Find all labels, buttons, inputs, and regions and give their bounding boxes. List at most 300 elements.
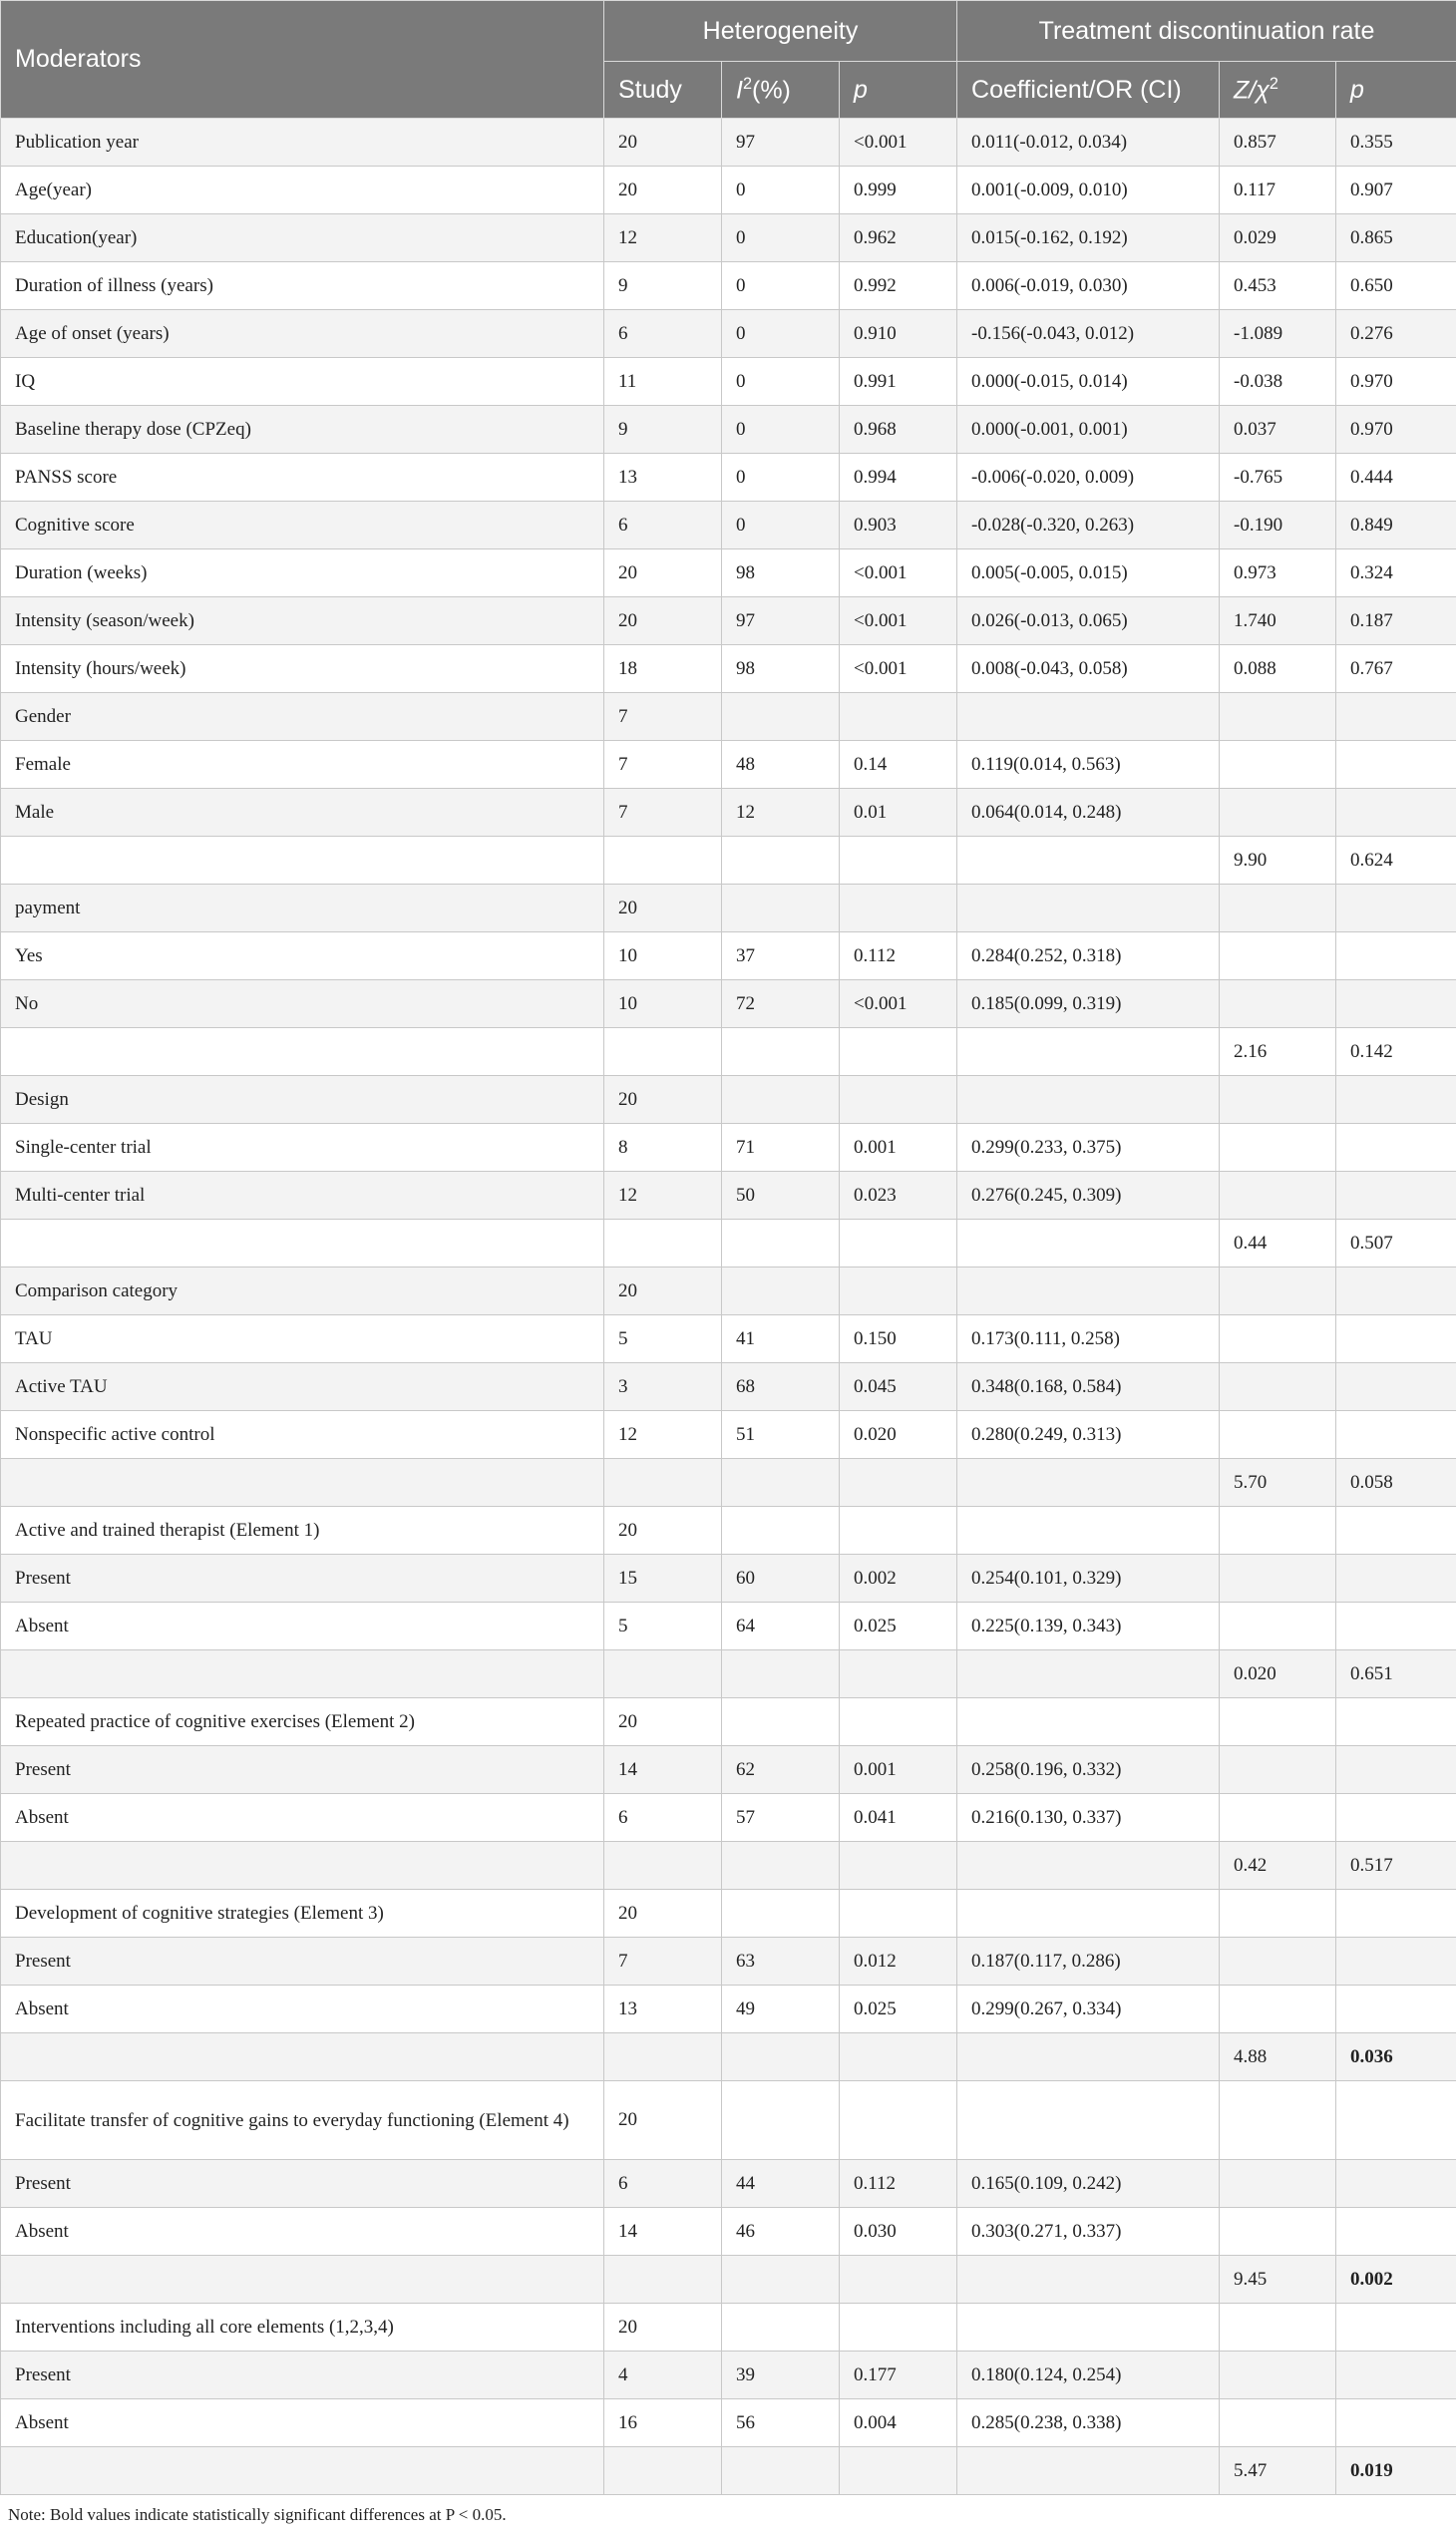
- cell-p-treatment: 0.324: [1336, 549, 1456, 597]
- header-moderators: Moderators: [1, 1, 604, 119]
- cell-moderator: Absent: [1, 2399, 604, 2447]
- cell-coefficient: [957, 2033, 1220, 2081]
- cell-z-chi2: [1220, 1938, 1336, 1986]
- table-row: [1, 2160, 1456, 2208]
- cell-study: 13: [604, 454, 722, 502]
- cell-z-chi2: 0.037: [1220, 406, 1336, 454]
- table-row: [1, 1268, 1456, 1315]
- cell-coefficient: 0.254(0.101, 0.329): [957, 1555, 1220, 1603]
- cell-p-treatment: 0.970: [1336, 358, 1456, 406]
- cell-moderator: Duration of illness (years): [1, 262, 604, 310]
- cell-p-treatment: [1336, 1986, 1456, 2033]
- cell-moderator: TAU: [1, 1315, 604, 1363]
- cell-p-heterogeneity: 0.999: [840, 167, 957, 214]
- cell-coefficient: 0.348(0.168, 0.584): [957, 1363, 1220, 1411]
- cell-study: 20: [604, 885, 722, 932]
- cell-coefficient: [957, 1507, 1220, 1555]
- cell-study: [604, 1459, 722, 1507]
- cell-moderator: [1, 2033, 604, 2081]
- cell-p-heterogeneity: <0.001: [840, 980, 957, 1028]
- cell-p-treatment: [1336, 2081, 1456, 2160]
- cell-i2: [722, 693, 840, 741]
- cell-p-heterogeneity: 0.012: [840, 1938, 957, 1986]
- cell-p-heterogeneity: [840, 837, 957, 885]
- cell-z-chi2: [1220, 885, 1336, 932]
- table-footnote: Note: Bold values indicate statistically significant differences at P < 0.05.: [8, 2505, 507, 2524]
- cell-coefficient: [957, 1028, 1220, 1076]
- cell-moderator: Age(year): [1, 167, 604, 214]
- cell-p-heterogeneity: 0.001: [840, 1746, 957, 1794]
- cell-moderator: Education(year): [1, 214, 604, 262]
- cell-coefficient: 0.185(0.099, 0.319): [957, 980, 1220, 1028]
- table-row: [1, 1794, 1456, 1842]
- cell-moderator: [1, 1650, 604, 1698]
- cell-i2: [722, 885, 840, 932]
- cell-p-treatment: 0.187: [1336, 597, 1456, 645]
- cell-study: 9: [604, 262, 722, 310]
- cell-moderator: [1, 1220, 604, 1268]
- cell-p-treatment: [1336, 885, 1456, 932]
- table-row: [1, 454, 1456, 502]
- cell-i2: 48: [722, 741, 840, 789]
- cell-i2: 68: [722, 1363, 840, 1411]
- cell-p-treatment: [1336, 1076, 1456, 1124]
- cell-p-heterogeneity: 0.910: [840, 310, 957, 358]
- cell-z-chi2: [1220, 1698, 1336, 1746]
- cell-coefficient: -0.156(-0.043, 0.012): [957, 310, 1220, 358]
- cell-study: 20: [604, 1268, 722, 1315]
- cell-z-chi2: [1220, 1268, 1336, 1315]
- cell-coefficient: [957, 2447, 1220, 2495]
- cell-study: 6: [604, 310, 722, 358]
- cell-i2: 98: [722, 645, 840, 693]
- cell-moderator: Nonspecific active control: [1, 1411, 604, 1459]
- cell-coefficient: [957, 1459, 1220, 1507]
- cell-p-heterogeneity: 0.002: [840, 1555, 957, 1603]
- table-row: [1, 597, 1456, 645]
- table-row: [1, 214, 1456, 262]
- cell-i2: [722, 1507, 840, 1555]
- cell-i2: 0: [722, 502, 840, 549]
- cell-i2: [722, 2256, 840, 2304]
- cell-moderator: Age of onset (years): [1, 310, 604, 358]
- table-row: [1, 2033, 1456, 2081]
- cell-p-treatment: 0.355: [1336, 119, 1456, 167]
- table-row: [1, 310, 1456, 358]
- cell-moderator: Present: [1, 1746, 604, 1794]
- table-row: [1, 1315, 1456, 1363]
- cell-p-heterogeneity: 0.030: [840, 2208, 957, 2256]
- cell-z-chi2: [1220, 1315, 1336, 1363]
- cell-p-treatment: [1336, 2304, 1456, 2352]
- cell-study: 8: [604, 1124, 722, 1172]
- cell-coefficient: 0.258(0.196, 0.332): [957, 1746, 1220, 1794]
- cell-moderator: [1, 2447, 604, 2495]
- cell-i2: 0: [722, 310, 840, 358]
- cell-p-heterogeneity: [840, 2033, 957, 2081]
- cell-i2: [722, 1842, 840, 1890]
- cell-coefficient: [957, 1076, 1220, 1124]
- cell-p-heterogeneity: <0.001: [840, 119, 957, 167]
- table-row: [1, 693, 1456, 741]
- cell-coefficient: 0.285(0.238, 0.338): [957, 2399, 1220, 2447]
- cell-z-chi2: -0.038: [1220, 358, 1336, 406]
- cell-coefficient: [957, 1650, 1220, 1698]
- cell-p-treatment: [1336, 1890, 1456, 1938]
- table-row: [1, 2208, 1456, 2256]
- cell-i2: 44: [722, 2160, 840, 2208]
- cell-z-chi2: [1220, 1986, 1336, 2033]
- cell-z-chi2: [1220, 1076, 1336, 1124]
- cell-p-heterogeneity: 0.962: [840, 214, 957, 262]
- cell-i2: 41: [722, 1315, 840, 1363]
- cell-i2: 0: [722, 358, 840, 406]
- table-row: [1, 1076, 1456, 1124]
- cell-moderator: Repeated practice of cognitive exercises (Element 2): [1, 1698, 604, 1746]
- cell-study: 14: [604, 2208, 722, 2256]
- cell-study: 4: [604, 2352, 722, 2399]
- cell-z-chi2: [1220, 1124, 1336, 1172]
- cell-p-heterogeneity: <0.001: [840, 597, 957, 645]
- cell-study: 6: [604, 2160, 722, 2208]
- table-row: [1, 502, 1456, 549]
- cell-moderator: Cognitive score: [1, 502, 604, 549]
- cell-moderator: No: [1, 980, 604, 1028]
- cell-coefficient: 0.000(-0.001, 0.001): [957, 406, 1220, 454]
- cell-study: 7: [604, 789, 722, 837]
- cell-study: 20: [604, 1890, 722, 1938]
- table-row: [1, 741, 1456, 789]
- cell-p-treatment: 0.002: [1336, 2256, 1456, 2304]
- cell-coefficient: 0.119(0.014, 0.563): [957, 741, 1220, 789]
- cell-z-chi2: [1220, 1363, 1336, 1411]
- cell-study: 6: [604, 502, 722, 549]
- cell-p-treatment: 0.058: [1336, 1459, 1456, 1507]
- cell-i2: 62: [722, 1746, 840, 1794]
- cell-moderator: Absent: [1, 1603, 604, 1650]
- cell-p-treatment: 0.650: [1336, 262, 1456, 310]
- cell-p-heterogeneity: [840, 1890, 957, 1938]
- cell-z-chi2: 5.70: [1220, 1459, 1336, 1507]
- cell-coefficient: 0.001(-0.009, 0.010): [957, 167, 1220, 214]
- header-z-chi2-superscript: 2: [1269, 74, 1278, 93]
- cell-p-treatment: 0.036: [1336, 2033, 1456, 2081]
- cell-p-heterogeneity: 0.025: [840, 1986, 957, 2033]
- table-row: [1, 1172, 1456, 1220]
- cell-i2: 71: [722, 1124, 840, 1172]
- cell-p-treatment: [1336, 980, 1456, 1028]
- cell-z-chi2: [1220, 2081, 1336, 2160]
- table-row: [1, 406, 1456, 454]
- cell-p-treatment: [1336, 789, 1456, 837]
- cell-i2: 0: [722, 167, 840, 214]
- cell-moderator: Absent: [1, 2208, 604, 2256]
- cell-coefficient: 0.173(0.111, 0.258): [957, 1315, 1220, 1363]
- table-row: [1, 1842, 1456, 1890]
- cell-p-treatment: [1336, 693, 1456, 741]
- cell-p-heterogeneity: 0.004: [840, 2399, 957, 2447]
- cell-coefficient: [957, 885, 1220, 932]
- cell-i2: 12: [722, 789, 840, 837]
- cell-p-treatment: [1336, 1363, 1456, 1411]
- cell-study: [604, 1650, 722, 1698]
- cell-study: 11: [604, 358, 722, 406]
- header-p-treatment-symbol: p: [1350, 75, 1364, 104]
- cell-study: 6: [604, 1794, 722, 1842]
- cell-z-chi2: 0.42: [1220, 1842, 1336, 1890]
- table-body: [1, 119, 1456, 2495]
- table-row: [1, 1938, 1456, 1986]
- cell-p-heterogeneity: 0.112: [840, 2160, 957, 2208]
- header-row-groups: [1, 1, 1456, 62]
- header-heterogeneity: Heterogeneity: [604, 1, 957, 62]
- cell-moderator: Female: [1, 741, 604, 789]
- cell-p-treatment: [1336, 1938, 1456, 1986]
- cell-p-treatment: [1336, 932, 1456, 980]
- cell-z-chi2: [1220, 2304, 1336, 2352]
- table-row: [1, 1411, 1456, 1459]
- header-p-heterogeneity: [840, 62, 957, 119]
- cell-study: 15: [604, 1555, 722, 1603]
- cell-z-chi2: [1220, 2399, 1336, 2447]
- cell-i2: 39: [722, 2352, 840, 2399]
- cell-i2: [722, 1650, 840, 1698]
- cell-coefficient: [957, 2304, 1220, 2352]
- cell-i2: [722, 1268, 840, 1315]
- cell-study: [604, 837, 722, 885]
- cell-moderator: [1, 1459, 604, 1507]
- cell-z-chi2: -0.765: [1220, 454, 1336, 502]
- cell-z-chi2: [1220, 1746, 1336, 1794]
- cell-p-heterogeneity: 0.968: [840, 406, 957, 454]
- table-row: [1, 645, 1456, 693]
- table-row: [1, 932, 1456, 980]
- cell-moderator: Multi-center trial: [1, 1172, 604, 1220]
- cell-p-treatment: [1336, 1411, 1456, 1459]
- cell-study: 20: [604, 1076, 722, 1124]
- cell-p-heterogeneity: 0.001: [840, 1124, 957, 1172]
- table-row: [1, 1124, 1456, 1172]
- cell-p-treatment: 0.865: [1336, 214, 1456, 262]
- cell-coefficient: [957, 1268, 1220, 1315]
- cell-i2: 37: [722, 932, 840, 980]
- header-p-heterogeneity-symbol: p: [854, 75, 868, 104]
- cell-p-treatment: 0.444: [1336, 454, 1456, 502]
- cell-i2: [722, 2081, 840, 2160]
- cell-coefficient: [957, 2081, 1220, 2160]
- cell-study: [604, 1028, 722, 1076]
- cell-p-treatment: [1336, 1555, 1456, 1603]
- table-row: [1, 1220, 1456, 1268]
- header-i2-symbol: I: [736, 76, 743, 105]
- cell-i2: [722, 1459, 840, 1507]
- cell-study: 12: [604, 214, 722, 262]
- cell-coefficient: 0.015(-0.162, 0.192): [957, 214, 1220, 262]
- cell-i2: 60: [722, 1555, 840, 1603]
- table-row: [1, 1028, 1456, 1076]
- cell-z-chi2: 0.44: [1220, 1220, 1336, 1268]
- cell-i2: 97: [722, 597, 840, 645]
- cell-z-chi2: 0.020: [1220, 1650, 1336, 1698]
- cell-p-treatment: [1336, 1603, 1456, 1650]
- cell-z-chi2: 1.740: [1220, 597, 1336, 645]
- cell-p-treatment: [1336, 1507, 1456, 1555]
- cell-coefficient: [957, 1842, 1220, 1890]
- table-row: [1, 1507, 1456, 1555]
- cell-p-treatment: 0.276: [1336, 310, 1456, 358]
- cell-p-heterogeneity: 0.150: [840, 1315, 957, 1363]
- table-row: [1, 837, 1456, 885]
- table-row: [1, 2352, 1456, 2399]
- cell-p-treatment: 0.142: [1336, 1028, 1456, 1076]
- cell-moderator: PANSS score: [1, 454, 604, 502]
- cell-i2: [722, 2033, 840, 2081]
- cell-coefficient: 0.299(0.233, 0.375): [957, 1124, 1220, 1172]
- cell-coefficient: 0.180(0.124, 0.254): [957, 2352, 1220, 2399]
- table-row: [1, 167, 1456, 214]
- cell-coefficient: 0.284(0.252, 0.318): [957, 932, 1220, 980]
- cell-coefficient: [957, 1220, 1220, 1268]
- cell-study: 20: [604, 549, 722, 597]
- cell-study: 18: [604, 645, 722, 693]
- cell-i2: [722, 1028, 840, 1076]
- cell-study: 20: [604, 1507, 722, 1555]
- cell-p-heterogeneity: 0.023: [840, 1172, 957, 1220]
- cell-coefficient: [957, 1890, 1220, 1938]
- cell-moderator: Gender: [1, 693, 604, 741]
- table-row: [1, 789, 1456, 837]
- cell-coefficient: 0.165(0.109, 0.242): [957, 2160, 1220, 2208]
- cell-z-chi2: [1220, 1603, 1336, 1650]
- header-p-treatment: [1336, 62, 1456, 119]
- cell-z-chi2: [1220, 2352, 1336, 2399]
- cell-z-chi2: [1220, 789, 1336, 837]
- cell-study: 20: [604, 2304, 722, 2352]
- cell-p-treatment: 0.507: [1336, 1220, 1456, 1268]
- cell-p-heterogeneity: <0.001: [840, 645, 957, 693]
- cell-coefficient: 0.064(0.014, 0.248): [957, 789, 1220, 837]
- cell-study: 16: [604, 2399, 722, 2447]
- cell-z-chi2: [1220, 1507, 1336, 1555]
- cell-p-treatment: [1336, 1315, 1456, 1363]
- cell-coefficient: 0.011(-0.012, 0.034): [957, 119, 1220, 167]
- table-row: [1, 1890, 1456, 1938]
- cell-coefficient: 0.280(0.249, 0.313): [957, 1411, 1220, 1459]
- cell-p-treatment: 0.517: [1336, 1842, 1456, 1890]
- cell-z-chi2: [1220, 1172, 1336, 1220]
- cell-p-heterogeneity: 0.112: [840, 932, 957, 980]
- table-row: [1, 885, 1456, 932]
- cell-coefficient: [957, 693, 1220, 741]
- cell-z-chi2: [1220, 1890, 1336, 1938]
- table-header: [1, 1, 1456, 119]
- cell-p-treatment: 0.970: [1336, 406, 1456, 454]
- cell-coefficient: 0.026(-0.013, 0.065): [957, 597, 1220, 645]
- cell-p-heterogeneity: [840, 1076, 957, 1124]
- cell-moderator: Active TAU: [1, 1363, 604, 1411]
- table-row: [1, 1698, 1456, 1746]
- cell-coefficient: -0.006(-0.020, 0.009): [957, 454, 1220, 502]
- cell-z-chi2: 0.973: [1220, 549, 1336, 597]
- cell-study: 10: [604, 932, 722, 980]
- cell-moderator: Male: [1, 789, 604, 837]
- cell-p-heterogeneity: 0.041: [840, 1794, 957, 1842]
- cell-p-heterogeneity: 0.903: [840, 502, 957, 549]
- cell-z-chi2: 4.88: [1220, 2033, 1336, 2081]
- table-row: [1, 2081, 1456, 2160]
- cell-moderator: Present: [1, 2352, 604, 2399]
- table-row: [1, 1459, 1456, 1507]
- cell-p-treatment: 0.651: [1336, 1650, 1456, 1698]
- cell-p-treatment: [1336, 1268, 1456, 1315]
- cell-coefficient: 0.303(0.271, 0.337): [957, 2208, 1220, 2256]
- header-i2-superscript: 2: [742, 74, 752, 93]
- cell-p-treatment: 0.767: [1336, 645, 1456, 693]
- cell-p-heterogeneity: [840, 2447, 957, 2495]
- cell-moderator: Comparison category: [1, 1268, 604, 1315]
- cell-moderator: Design: [1, 1076, 604, 1124]
- cell-p-treatment: [1336, 1794, 1456, 1842]
- cell-study: [604, 2256, 722, 2304]
- cell-p-heterogeneity: [840, 693, 957, 741]
- cell-study: [604, 1842, 722, 1890]
- cell-i2: 72: [722, 980, 840, 1028]
- cell-study: 20: [604, 119, 722, 167]
- cell-coefficient: 0.006(-0.019, 0.030): [957, 262, 1220, 310]
- cell-z-chi2: [1220, 2208, 1336, 2256]
- cell-i2: [722, 2447, 840, 2495]
- cell-z-chi2: [1220, 741, 1336, 789]
- cell-moderator: Present: [1, 2160, 604, 2208]
- cell-moderator: Present: [1, 1555, 604, 1603]
- cell-z-chi2: 9.90: [1220, 837, 1336, 885]
- cell-i2: [722, 2304, 840, 2352]
- table-row: [1, 2256, 1456, 2304]
- cell-study: 5: [604, 1603, 722, 1650]
- cell-moderator: Yes: [1, 932, 604, 980]
- cell-z-chi2: -1.089: [1220, 310, 1336, 358]
- cell-i2: [722, 837, 840, 885]
- cell-i2: 56: [722, 2399, 840, 2447]
- cell-moderator: Development of cognitive strategies (Element 3): [1, 1890, 604, 1938]
- table-row: [1, 1363, 1456, 1411]
- table-row: [1, 1555, 1456, 1603]
- cell-z-chi2: [1220, 1794, 1336, 1842]
- cell-z-chi2: 0.029: [1220, 214, 1336, 262]
- cell-p-treatment: 0.624: [1336, 837, 1456, 885]
- cell-study: [604, 2033, 722, 2081]
- cell-moderator: payment: [1, 885, 604, 932]
- cell-p-heterogeneity: [840, 2256, 957, 2304]
- cell-moderator: [1, 1028, 604, 1076]
- cell-i2: 57: [722, 1794, 840, 1842]
- cell-i2: 46: [722, 2208, 840, 2256]
- cell-z-chi2: [1220, 1555, 1336, 1603]
- header-study: Study: [604, 62, 722, 119]
- cell-study: 20: [604, 167, 722, 214]
- cell-p-heterogeneity: [840, 1507, 957, 1555]
- cell-p-heterogeneity: [840, 1698, 957, 1746]
- cell-moderator: Absent: [1, 1986, 604, 2033]
- cell-i2: 50: [722, 1172, 840, 1220]
- cell-i2: [722, 1220, 840, 1268]
- cell-coefficient: [957, 1698, 1220, 1746]
- cell-moderator: Duration (weeks): [1, 549, 604, 597]
- cell-z-chi2: [1220, 932, 1336, 980]
- cell-moderator: Intensity (hours/week): [1, 645, 604, 693]
- cell-moderator: Publication year: [1, 119, 604, 167]
- cell-z-chi2: [1220, 1411, 1336, 1459]
